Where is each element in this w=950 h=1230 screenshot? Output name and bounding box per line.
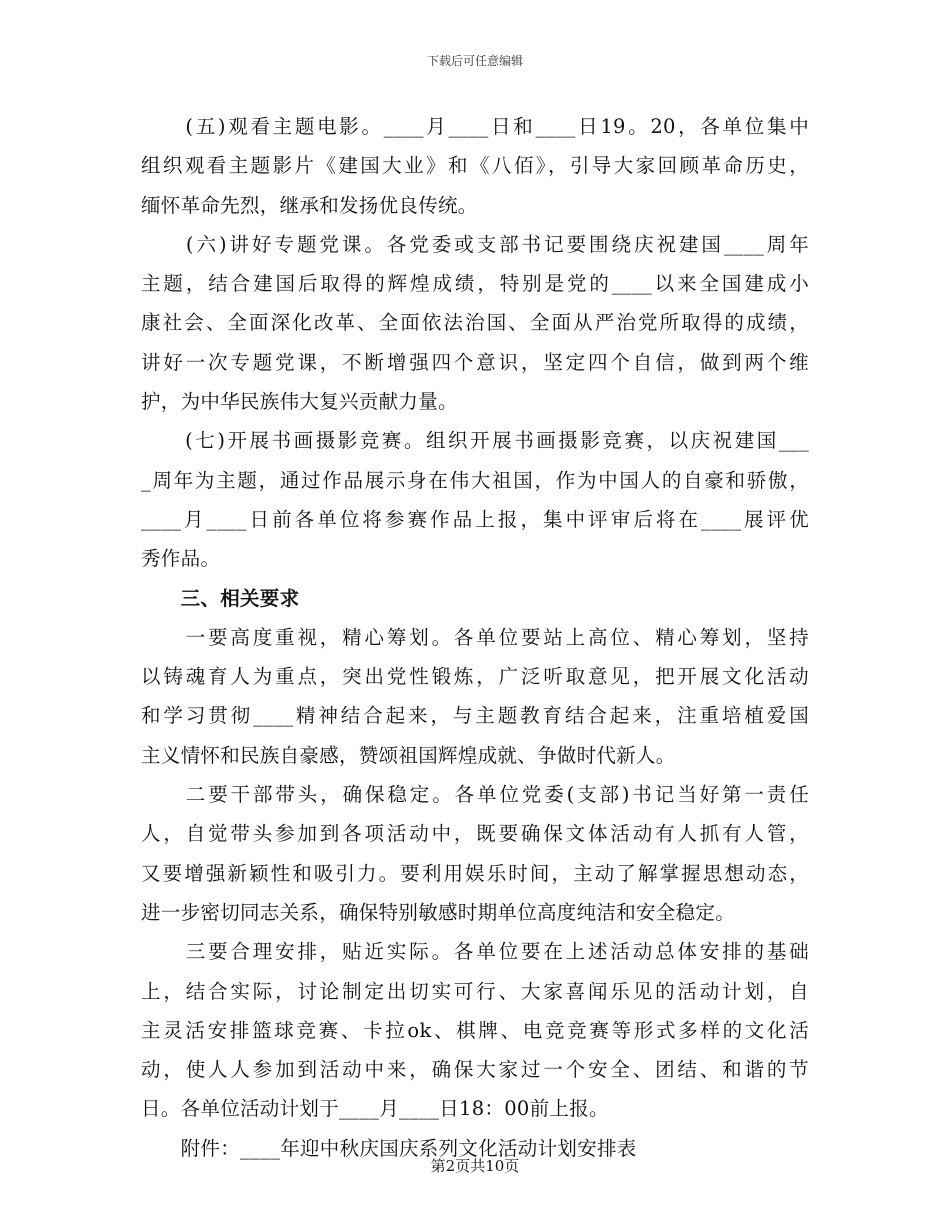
- text-line: 以铸魂育人为重点，突出党性锻炼，广泛听取意见，把开展文化活动: [141, 665, 809, 689]
- text-line: _周年为主题，通过作品展示身在伟大祖国，作为中国人的自豪和骄傲，: [141, 468, 809, 492]
- text-line: 附件：____年迎中秋庆国庆系列文化活动计划安排表: [141, 1136, 637, 1160]
- text-line: (七)开展书画摄影竞赛。组织开展书画摄影竞赛，以庆祝建国___: [141, 429, 809, 453]
- text-line: 康社会、全面深化改革、全面依法治国、全面从严治党所取得的成绩，: [141, 311, 809, 335]
- document-body: [141, 107, 809, 1168]
- text-line: 三要合理安排，贴近实际。各单位要在上述活动总体安排的基础: [141, 940, 809, 964]
- text-line: 一要高度重视，精心筹划。各单位要站上高位、精心筹划，坚持: [141, 625, 809, 649]
- text-line: 进一步密切同志关系，确保特别敏感时期单位高度纯洁和安全稳定。: [141, 900, 736, 924]
- text-line: 缅怀革命先烈，继承和发扬优良传统。: [141, 193, 478, 217]
- text-line: 又要增强新颖性和吸引力。要利用娱乐时间，主动了解掌握思想动态，: [141, 861, 809, 885]
- text-line: (六)讲好专题党课。各党委或支部书记要围绕庆祝建国____周年: [141, 232, 809, 256]
- text-line: 动，使人人参加到活动中来，确保大家过一个安全、团结、和谐的节: [141, 1058, 809, 1082]
- text-line: 上，结合实际，讨论制定出切实可行、大家喜闻乐见的活动计划，自: [141, 979, 809, 1003]
- text-line: 主灵活安排篮球竞赛、卡拉ok、棋牌、电竞竞赛等形式多样的文化活: [141, 1018, 809, 1042]
- page-number: 第2页共10页: [430, 1157, 520, 1175]
- text-line: 讲好一次专题党课，不断增强四个意识，坚定四个自信，做到两个维: [141, 350, 809, 374]
- text-line: (五)观看主题电影。____月____日和____日19。20，各单位集中: [141, 115, 809, 138]
- section-heading: 三、相关要求: [141, 586, 300, 610]
- page-header: 下载后可任意编辑: [426, 54, 523, 68]
- text-line: 和学习贯彻____精神结合起来，与主题教育结合起来，注重培植爱国: [141, 704, 809, 728]
- text-line: ____月____日前各单位将参赛作品上报，集中评审后将在____展评优: [141, 507, 809, 531]
- text-line: 护，为中华民族伟大复兴贡献力量。: [141, 390, 458, 414]
- text-line: 组织观看主题影片《建国大业》和《八佰》，引导大家回顾革命历史，: [141, 154, 809, 178]
- text-line: 主义情怀和民族自豪感，赞颂祖国辉煌成就、争做时代新人。: [141, 743, 676, 767]
- text-line: 日。各单位活动计划于____月____日18：00前上报。: [141, 1097, 609, 1121]
- text-line: 主题，结合建国后取得的辉煌成绩，特别是党的____以来全国建成小: [141, 272, 809, 296]
- text-line: 秀作品。: [141, 547, 221, 571]
- text-line: 人，自觉带头参加到各项活动中，既要确保文体活动有人抓有人管，: [141, 822, 809, 846]
- text-line: 二要干部带头，确保稳定。各单位党委(支部)书记当好第一责任: [141, 783, 809, 807]
